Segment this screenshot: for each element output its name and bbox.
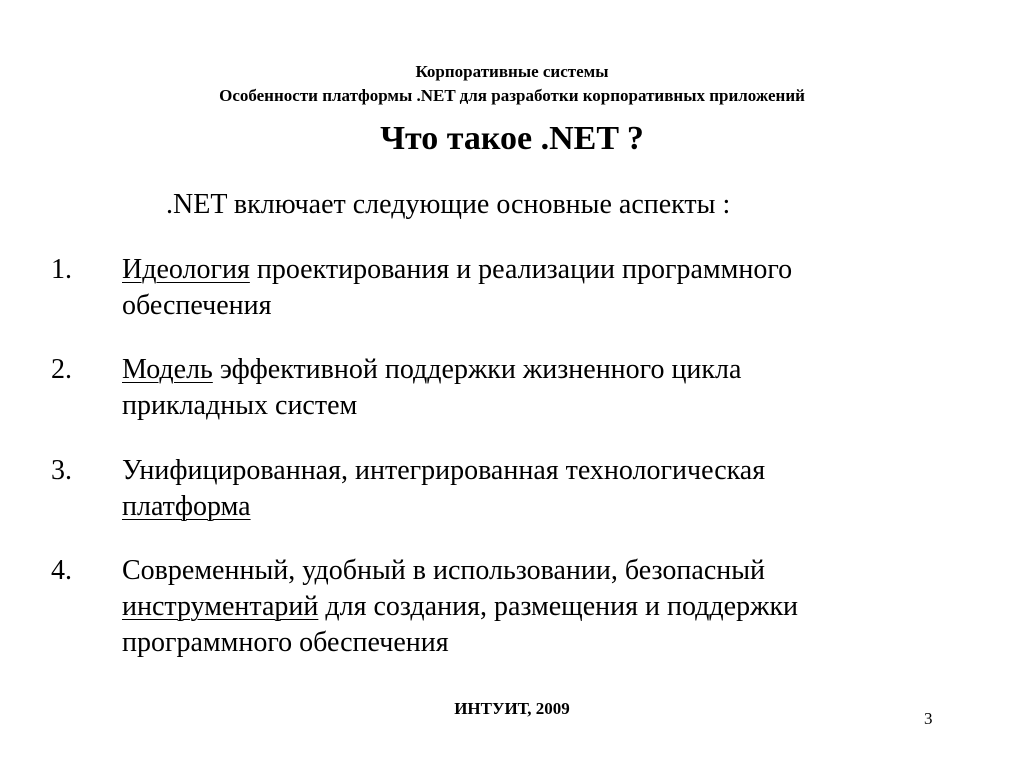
list-item-text: [122, 252, 982, 324]
list-item-number: 2.: [51, 354, 72, 385]
underlined-term: инструментарий: [122, 591, 319, 622]
list-item-text: [122, 553, 982, 661]
underlined-term: Идеология: [122, 254, 250, 285]
page-number: 3: [924, 709, 933, 728]
header-lecture-title: Особенности платформы .NET для разработки корпоративных приложений: [219, 86, 805, 105]
underlined-term: платформа: [122, 491, 251, 522]
header-course-title: Корпоративные системы: [415, 62, 609, 81]
footer-publisher: ИНТУИТ, 2009: [454, 699, 570, 718]
list-item-number: 4.: [51, 555, 72, 586]
item-text-part: программного обеспечения: [122, 627, 449, 658]
item-text-part: для создания, размещения и поддержки: [318, 591, 799, 622]
item-text-part: проектирования и реализации программного: [249, 254, 793, 285]
list-item-number: 3.: [51, 455, 72, 486]
list-item-number: 1.: [51, 254, 72, 285]
item-text-part: Современный, удобный в использовании, безопасный: [122, 555, 766, 586]
list-item-text: [122, 352, 982, 424]
item-text-part: эффективной поддержки жизненного цикла: [212, 354, 742, 385]
item-text-part: прикладных систем: [122, 390, 358, 421]
intro-text: .NET включает следующие основные аспекты :: [166, 189, 731, 220]
item-text-part: Унифицированная, интегрированная технологическая: [122, 455, 766, 486]
slide-title: Что такое .NET ?: [380, 120, 644, 157]
item-text-part: обеспечения: [122, 290, 272, 321]
list-item-text: [122, 453, 982, 525]
underlined-term: Модель: [122, 354, 213, 385]
